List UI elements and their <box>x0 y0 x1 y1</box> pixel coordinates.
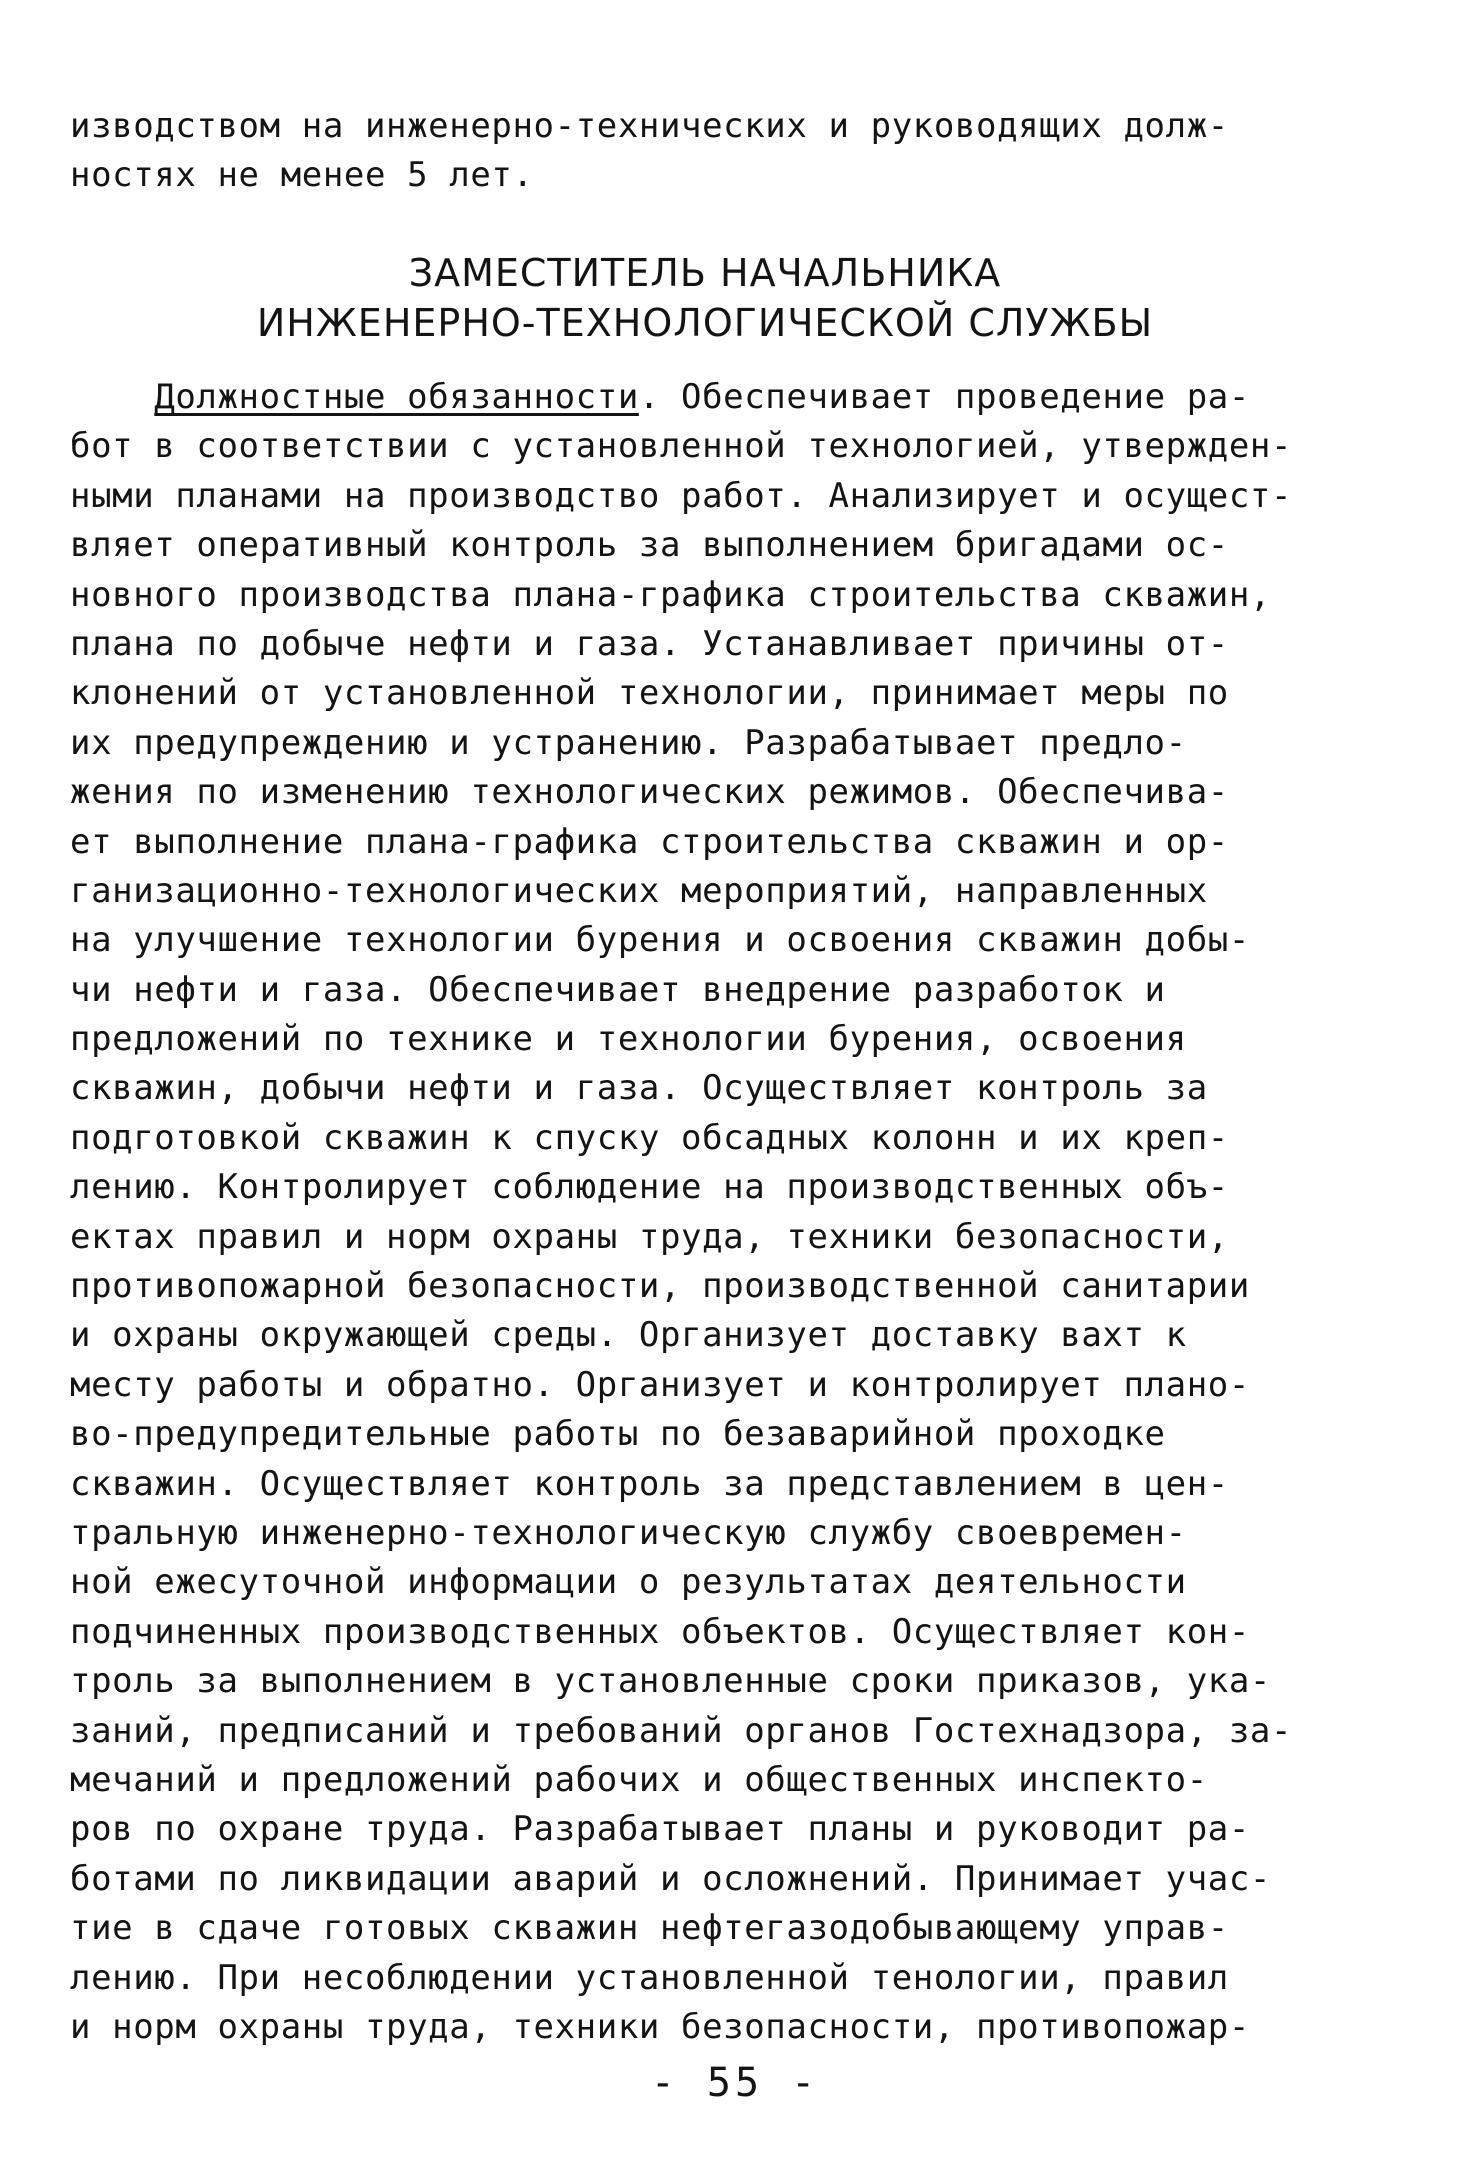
body-line: жения по изменению технологических режимов. Обеспечива- <box>70 772 1229 813</box>
body-line: скважин. Осуществляет контроль за представлением в цен- <box>70 1463 1229 1504</box>
body-line: лению. При несоблюдении установленной тенологии, правил <box>70 1957 1229 1998</box>
body-line: бот в соответствии с установленной технологией, утвержден- <box>70 426 1293 467</box>
body-line: месту работы и обратно. Организует и контролирует плано- <box>70 1364 1250 1405</box>
body-line: тие в сдаче готовых скважин нефтегазодобывающему управ- <box>70 1908 1229 1949</box>
body-line: ров по охране труда. Разрабатывает планы и руководит ра- <box>70 1809 1250 1850</box>
body-line: новного производства плана-графика строительства скважин, <box>70 574 1271 615</box>
body-line: . Обеспечивает проведение ра- <box>638 377 1250 417</box>
body-line: тральную инженерно-технологическую службу своевремен- <box>70 1512 1187 1553</box>
body-line: ными планами на производство работ. Анализирует и осущест- <box>70 475 1293 516</box>
body-line: предложений по технике и технологии бурения, освоения <box>70 1019 1187 1060</box>
body-line: ганизационно-технологических мероприятий, направленных <box>70 870 1208 911</box>
body-line: и охраны окружающей среды. Организует доставку вахт к <box>70 1315 1187 1356</box>
intro-paragraph <box>70 102 1410 201</box>
body-line: ной ежесуточной информации о результатах деятельности <box>70 1562 1187 1603</box>
body-line: троль за выполнением в установленные сроки приказов, ука- <box>70 1661 1271 1702</box>
body-line: противопожарной безопасности, производственной санитарии <box>70 1266 1250 1307</box>
intro-line: изводством на инженерно-технических и руководящих долж- <box>70 106 1229 146</box>
page-number: - 55 - <box>650 2060 820 2106</box>
body-line: заний, предписаний и требований органов Гостехнадзора, за- <box>70 1710 1293 1751</box>
body-line: ботами по ликвидации аварий и осложнений. Принимает учас- <box>70 1858 1271 1899</box>
section-heading <box>0 248 1410 348</box>
body-line: подчиненных производственных объектов. Осуществляет кон- <box>70 1611 1250 1652</box>
body-line: подготовкой скважин к спуску обсадных колонн и их креп- <box>70 1117 1229 1158</box>
body-line: и норм охраны труда, техники безопасности, противопожар- <box>70 2006 1250 2047</box>
body-line: на улучшение технологии бурения и освоения скважин добы- <box>70 920 1250 961</box>
section-label: Должностные обязанности <box>154 377 639 417</box>
heading-line-1: ЗАМЕСТИТЕЛЬ НАЧАЛЬНИКА <box>408 251 1002 295</box>
body-line: плана по добыче нефти и газа. Устанавливает причины от- <box>70 623 1229 664</box>
heading-line-2: ИНЖЕНЕРНО-ТЕХНОЛОГИЧЕСКОЙ СЛУЖБЫ <box>256 301 1154 345</box>
body-first-line <box>70 373 1410 422</box>
body-line: скважин, добычи нефти и газа. Осуществляет контроль за <box>70 1068 1208 1109</box>
body-line: во-предупредительные работы по безаварийной проходке <box>70 1414 1166 1455</box>
body-line: чи нефти и газа. Обеспечивает внедрение разработок и <box>70 969 1166 1010</box>
body-line: ектах правил и норм охраны труда, техники безопасности, <box>70 1216 1229 1257</box>
body-line: их предупреждению и устранению. Разрабатывает предло- <box>70 722 1187 763</box>
duties-paragraph <box>70 373 1410 2052</box>
body-line: вляет оперативный контроль за выполнением бригадами ос- <box>70 525 1229 566</box>
body-line: клонений от установленной технологии, принимает меры по <box>70 673 1229 714</box>
body-line: мечаний и предложений рабочих и общественных инспекто- <box>70 1759 1208 1800</box>
body-line: лению. Контролирует соблюдение на производственных объ- <box>70 1167 1229 1208</box>
intro-line: ностях не менее 5 лет. <box>70 155 534 196</box>
body-line: ет выполнение плана-графика строительства скважин и ор- <box>70 821 1229 862</box>
